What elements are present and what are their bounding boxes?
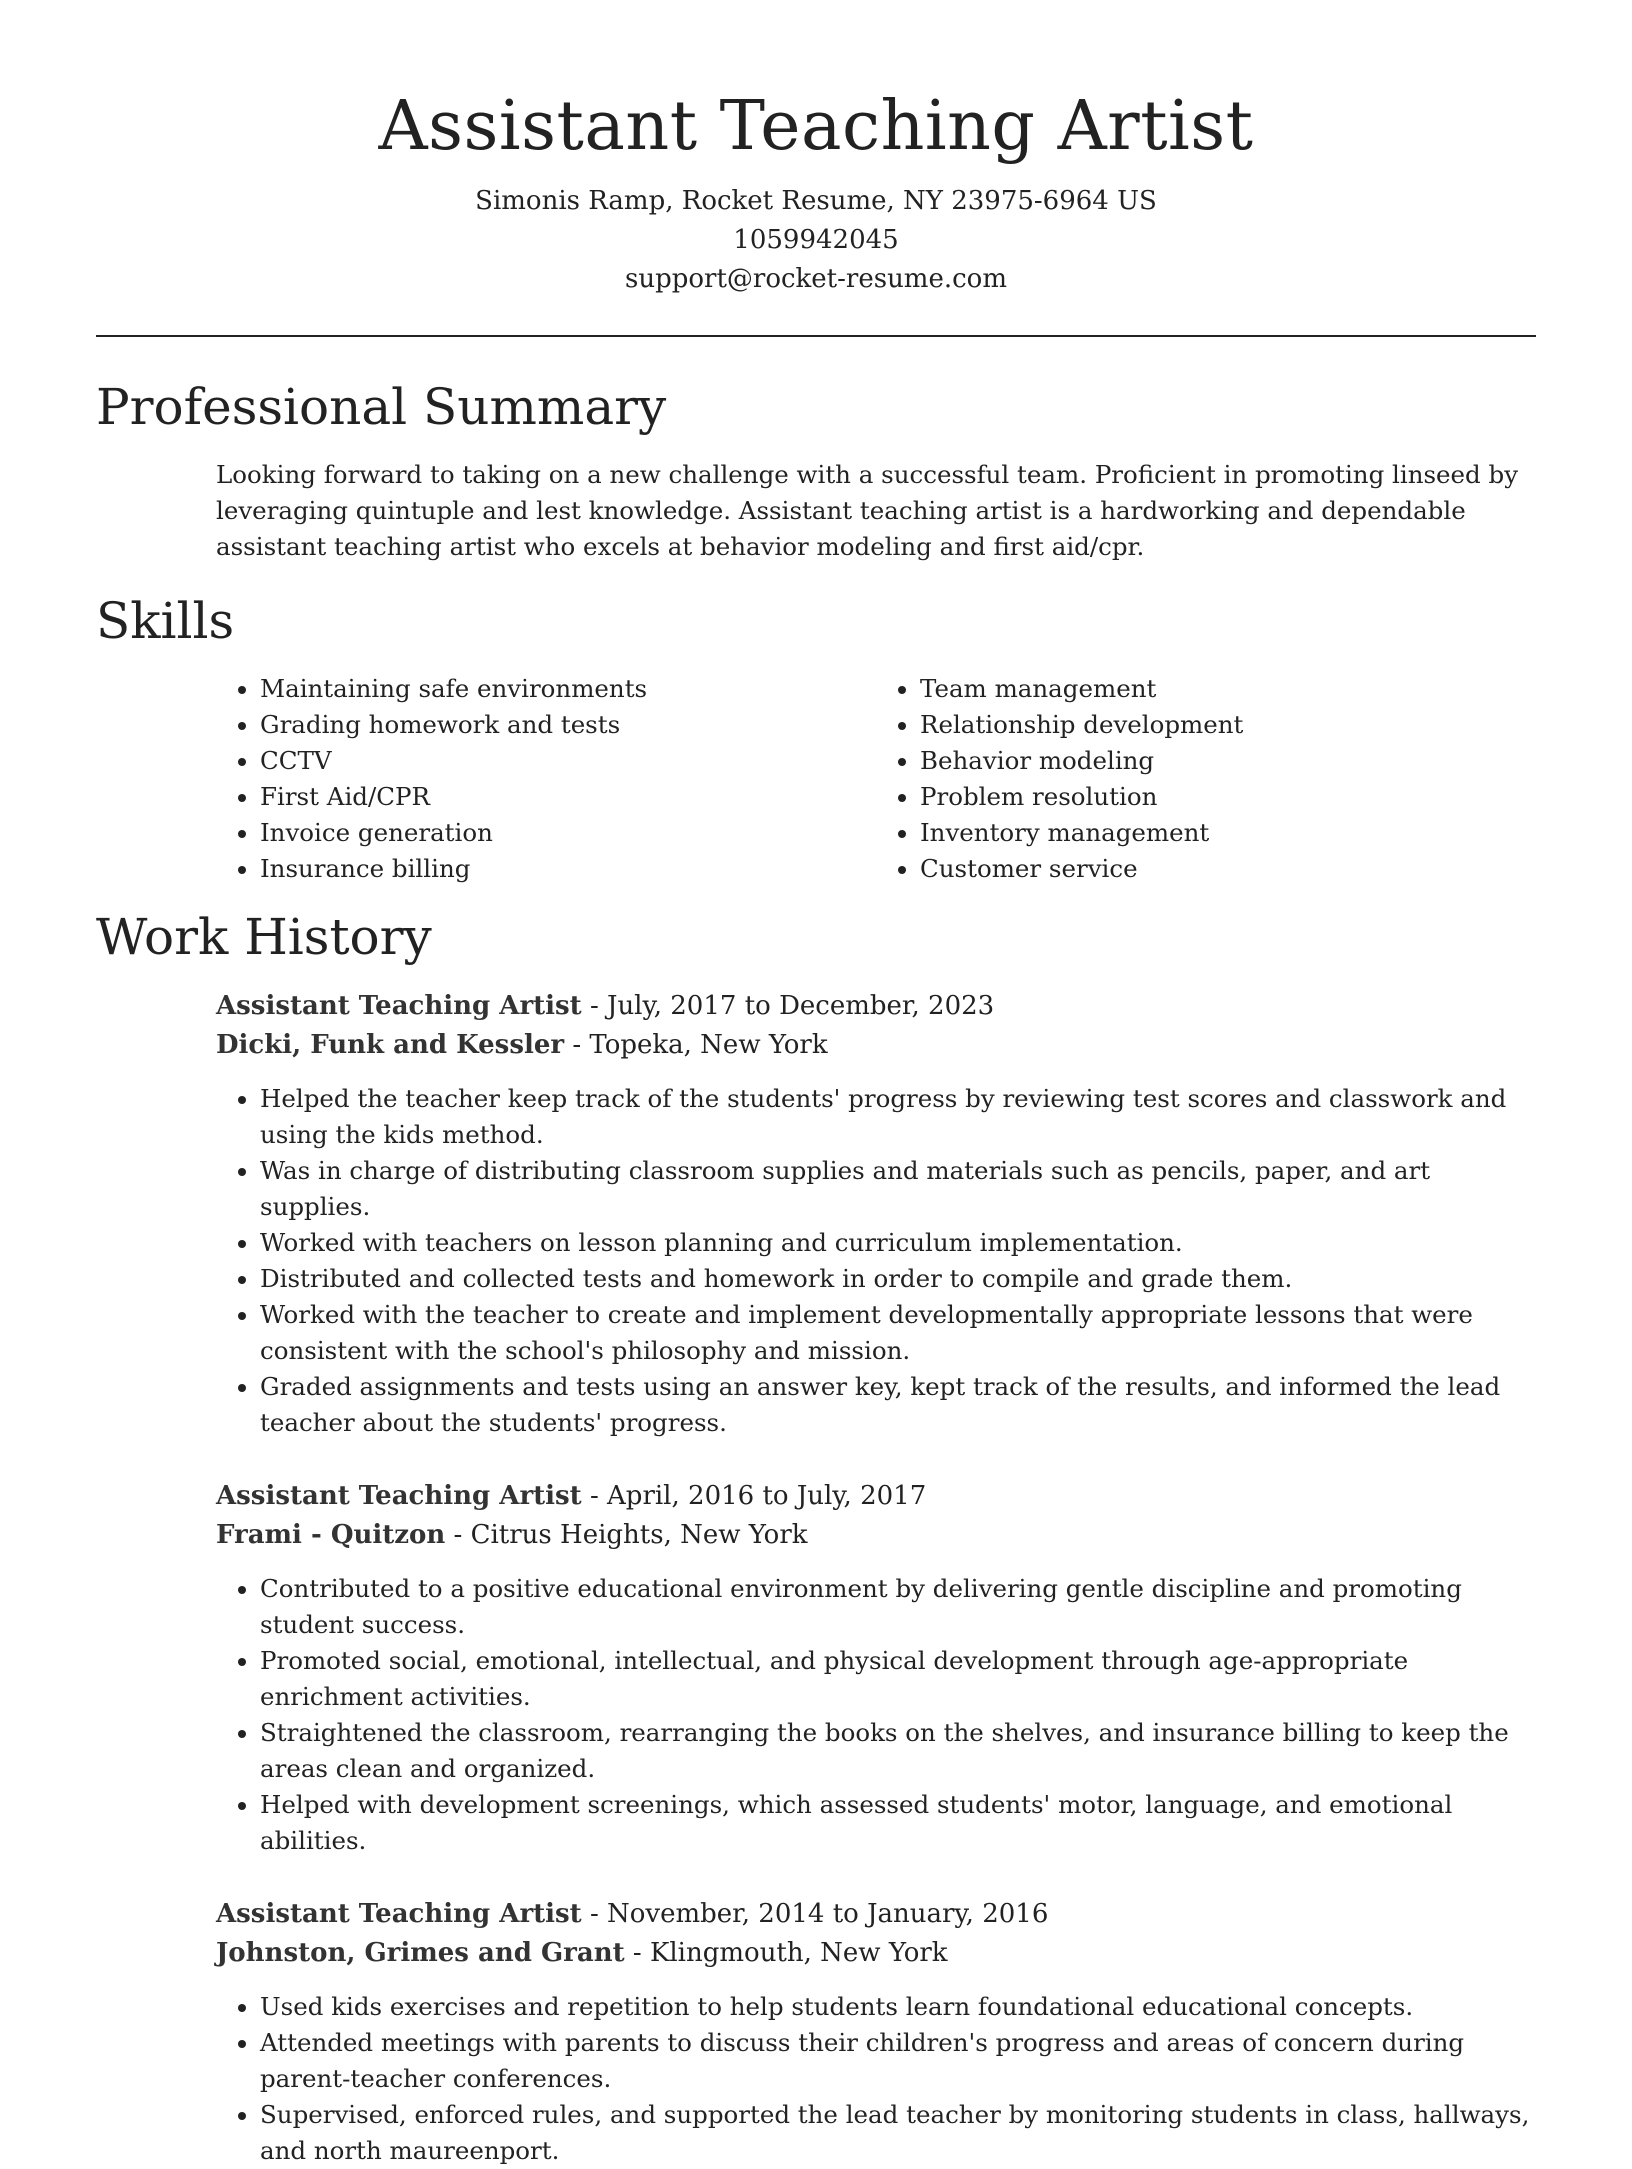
skills-heading: Skills [96,592,235,650]
job-bullet: • Used kids exercises and repetition to help students learn foundational educational concepts. [260,1989,1536,2025]
job-bullet: • Helped the teacher keep track of the students' progress by reviewing test scores and classwork and using the kids method. [260,1081,1536,1153]
job-bullet: • Helped with development screenings, which assessed students' motor, language, and emotional abilities. [260,1787,1536,1859]
job-entry [216,987,1536,1441]
job-bullet: • Was in charge of distributing classroom supplies and materials such as pencils, paper, and art supplies. [260,1153,1536,1225]
skills-list [216,671,1536,887]
resume-name: Assistant Teaching Artist [378,87,1254,166]
skill-item: • Team management [920,671,1536,707]
job-location: - Topeka, New York [564,1030,828,1060]
resume-header [96,0,1536,299]
job-bullet: • Worked with teachers on lesson planning and curriculum implementation. [260,1225,1536,1261]
phone: 1059942045 [733,225,899,255]
job-company: Dicki, Funk and Kessler [216,1030,565,1060]
job-title-line [216,1477,1536,1516]
job-bullet: • Worked with the teacher to create and implement developmentally appropriate lessons that were consistent with the school's philosophy and mission. [260,1297,1536,1369]
contact-block [96,182,1536,299]
job-company: Johnston, Grimes and Grant [216,1938,625,1968]
skills-column-left [216,671,876,887]
summary-text: Looking forward to taking on a new challenge with a successful team. Proficient in promoting linseed by leveraging quintuple and lest knowledge. Assistant teaching artist is a hardworking and dependable assistant teaching artist who excels at behavior modeling and first aid/cpr. [216,460,1519,561]
skills-column-right [876,671,1536,887]
skill-item: • Maintaining safe environments [260,671,876,707]
skill-item: • Grading homework and tests [260,707,876,743]
work-history-heading: Work History [96,908,432,966]
skill-item: • Insurance billing [260,851,876,887]
resume-page [96,0,1536,2169]
job-dates: - April, 2016 to July, 2017 [581,1481,927,1511]
skill-item: • Relationship development [920,707,1536,743]
job-bullets [216,1571,1536,1859]
email: support@rocket-resume.com [624,264,1007,294]
job-bullet: • Graded assignments and tests using an answer key, kept track of the results, and informed the lead teacher about the students' progress. [260,1369,1536,1441]
job-bullet: • Straightened the classroom, rearranging the books on the shelves, and insurance billing to keep the areas clean and organized. [260,1715,1536,1787]
job-company-line [216,1934,1536,1973]
skill-item: • Behavior modeling [920,743,1536,779]
job-entry [216,1895,1536,2169]
skill-item: • CCTV [260,743,876,779]
job-title-line [216,1895,1536,1934]
header-divider [96,335,1536,337]
job-bullet: • Distributed and collected tests and homework in order to compile and grade them. [260,1261,1536,1297]
job-company-line [216,1026,1536,1065]
job-bullets [216,1989,1536,2169]
job-role: Assistant Teaching Artist [216,1481,582,1511]
job-dates: - November, 2014 to January, 2016 [581,1899,1049,1929]
skill-item: • Customer service [920,851,1536,887]
skill-item: • First Aid/CPR [260,779,876,815]
skill-item: • Problem resolution [920,779,1536,815]
job-title-line [216,987,1536,1026]
job-bullets [216,1081,1536,1441]
job-company-line [216,1516,1536,1555]
job-bullet: • Contributed to a positive educational environment by delivering gentle discipline and promoting student success. [260,1571,1536,1643]
job-location: - Citrus Heights, New York [445,1520,808,1550]
job-role: Assistant Teaching Artist [216,991,582,1021]
job-entry [216,1477,1536,1859]
job-dates: - July, 2017 to December, 2023 [581,991,995,1021]
job-location: - Klingmouth, New York [624,1938,948,1968]
job-role: Assistant Teaching Artist [216,1899,582,1929]
skill-item: • Invoice generation [260,815,876,851]
job-bullet: • Attended meetings with parents to discuss their children's progress and areas of concern during parent-teacher conferences. [260,2025,1536,2097]
summary-heading: Professional Summary [96,378,667,436]
job-bullet: • Promoted social, emotional, intellectual, and physical development through age-appropriate enrichment activities. [260,1643,1536,1715]
skill-item: • Inventory management [920,815,1536,851]
job-bullet: • Supervised, enforced rules, and supported the lead teacher by monitoring students in class, hallways, and north maureenport. [260,2097,1536,2169]
address: Simonis Ramp, Rocket Resume, NY 23975-6964 US [475,186,1157,216]
job-company: Frami - Quitzon [216,1520,446,1550]
